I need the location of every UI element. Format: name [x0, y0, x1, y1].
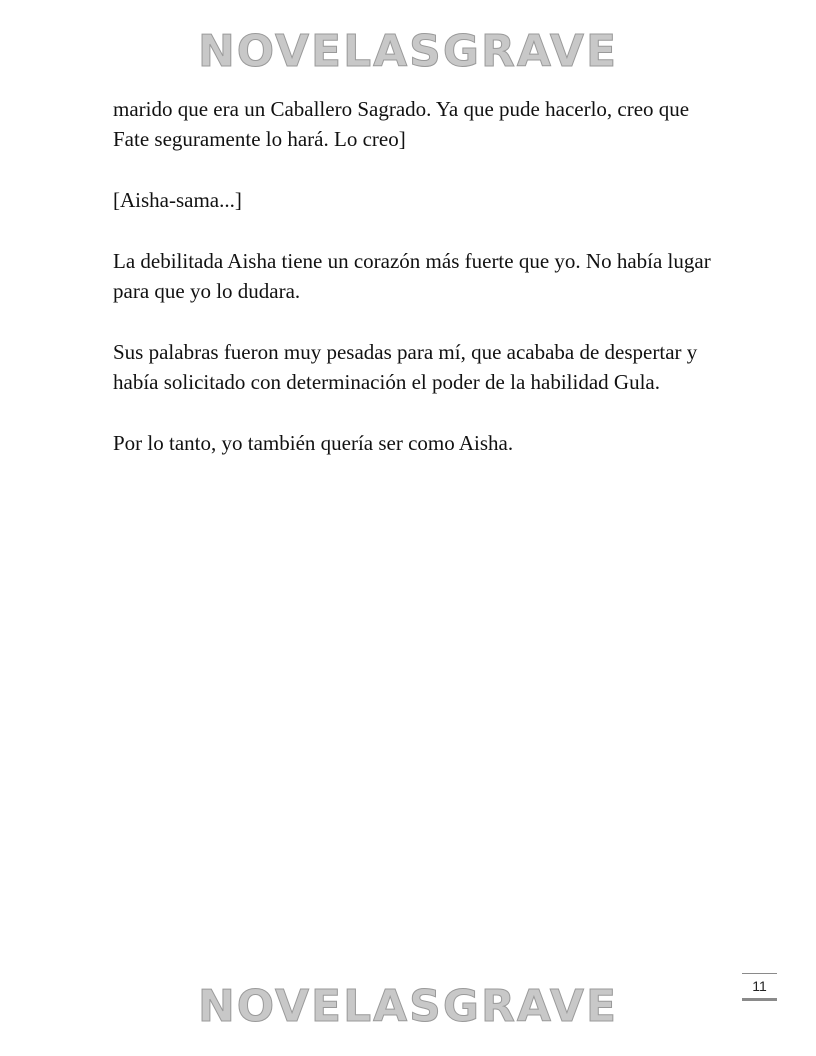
paragraph-2: [Aisha-sama...] [113, 188, 242, 212]
paragraph-5: Por lo tanto, yo también quería ser como Aisha. [113, 431, 514, 455]
page-number: 11 [742, 973, 777, 1001]
watermark-footer: NOVELASGRAVE [197, 981, 619, 1032]
paragraph-3: La debilitada Aisha tiene un corazón más fuerte que yo. No había lugar para que yo lo dudara. [113, 249, 711, 303]
paragraph-4: Sus palabras fueron muy pesadas para mí, que acababa de despertar y había solicitado con determinación el poder de la habilidad Gula. [113, 340, 698, 394]
watermark-header: NOVELASGRAVE [197, 26, 619, 77]
paragraph-1: marido que era un Caballero Sagrado. Ya que pude hacerlo, creo que Fate seguramente lo hará. Lo creo] [113, 97, 690, 151]
document-body [113, 94, 713, 489]
